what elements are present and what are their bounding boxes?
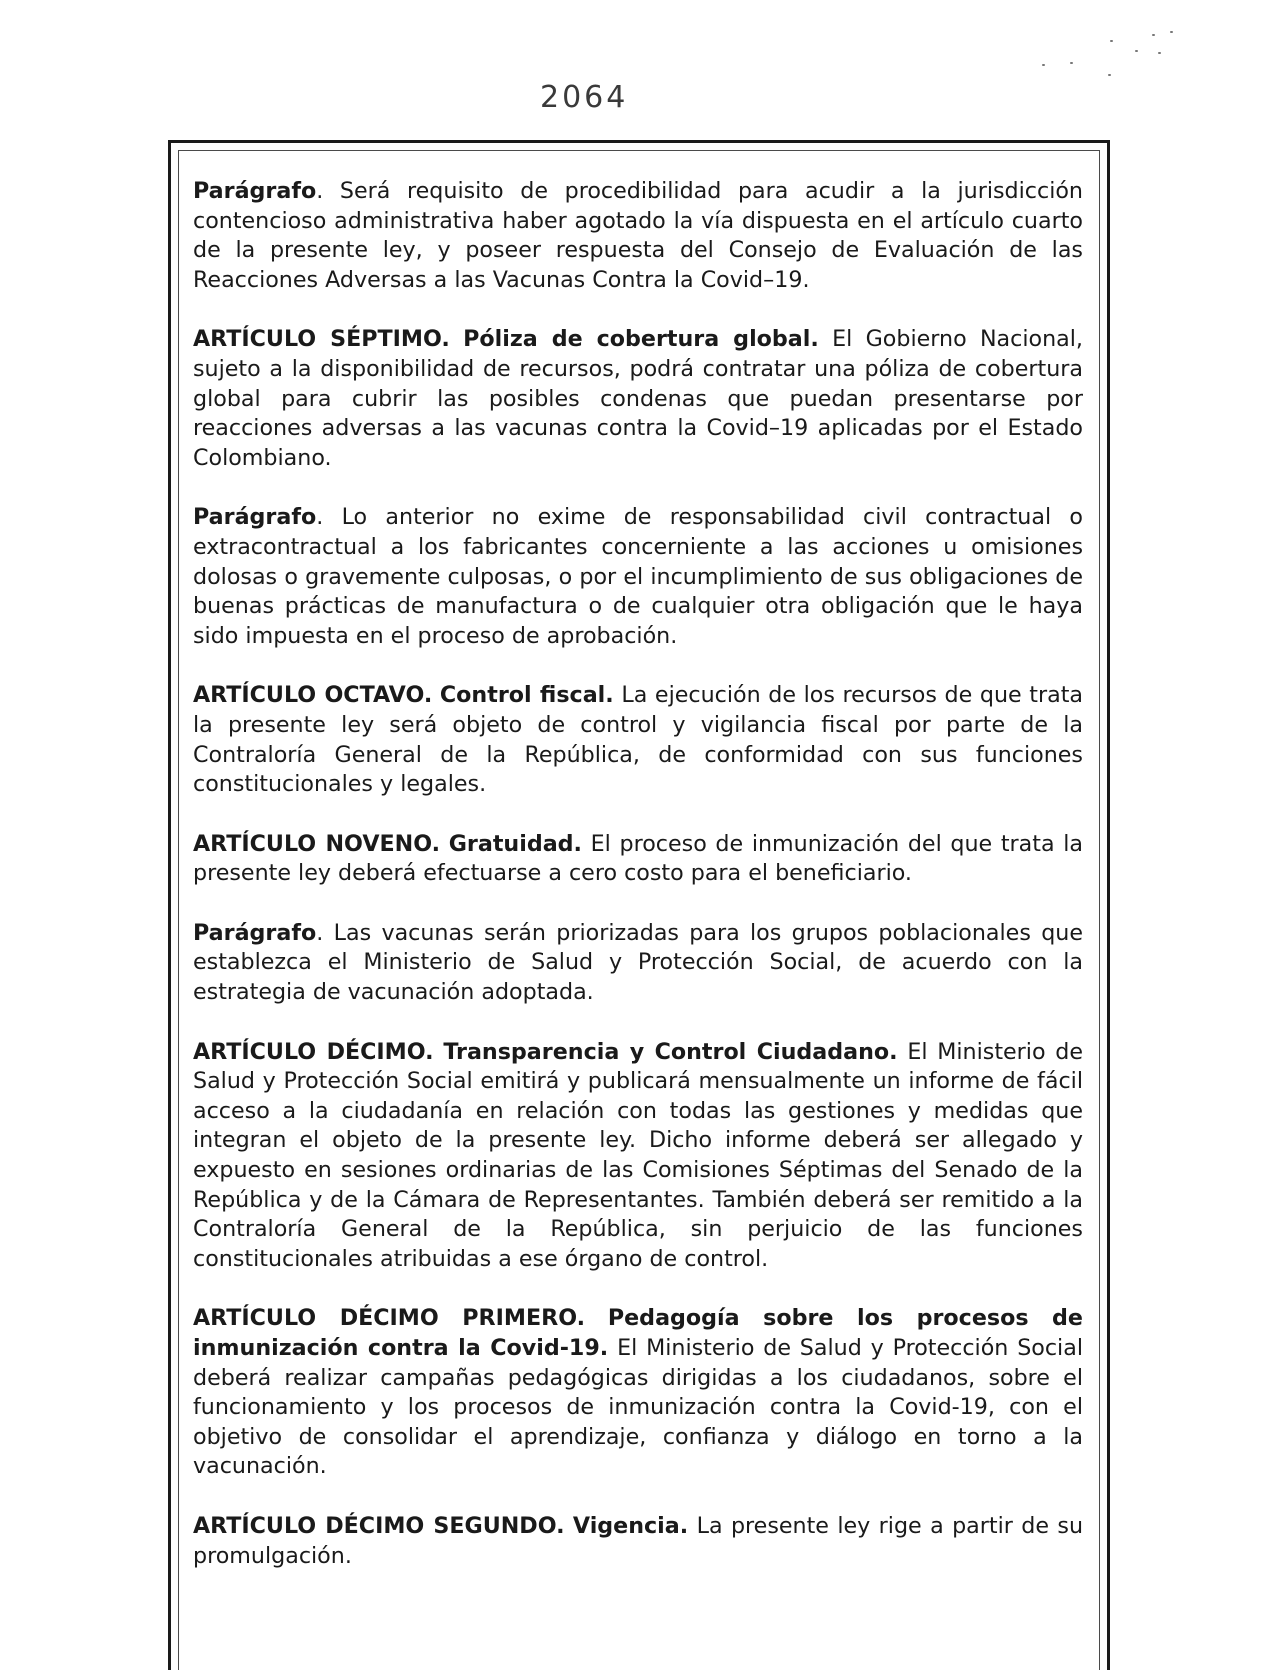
- paragraph-paragrafo-1: [193, 177, 1083, 295]
- article-heading: ARTÍCULO NOVENO.: [193, 830, 441, 857]
- paragraph-articulo-decimo: [193, 1038, 1083, 1275]
- article-heading: ARTÍCULO SÉPTIMO.: [193, 326, 450, 353]
- paragraph-articulo-septimo: [193, 325, 1083, 473]
- paragraph-heading: Parágrafo: [193, 919, 317, 946]
- article-title: Pedagogía sobre los procesos de inmunización contra la Covid-19.: [193, 1305, 1083, 1361]
- paragraph-text: El proceso de inmunización del que trata la presente ley deberá efectuarse a cero costo para el beneficiario.: [193, 830, 1083, 887]
- paragraph-text: El Ministerio de Salud y Protección Social deberá realizar campañas pedagógicas dirigidas a los ciudadanos, sobre el funcionamiento y los procesos de inmunización contra la Covid-19, con el objetivo de consolidar el aprendizaje, confianza y diálogo en torno a la vacunación.: [193, 1335, 1083, 1480]
- paragraph-text: La ejecución de los recursos de que trata la presente ley será objeto de control y vigilancia fiscal por parte de la Contraloría General de la República, de conformidad con sus funciones constitucionales y legales.: [193, 682, 1083, 798]
- article-heading: ARTÍCULO DÉCIMO.: [193, 1038, 434, 1065]
- article-heading: ARTÍCULO DÉCIMO PRIMERO.: [193, 1305, 585, 1332]
- paragraph-text: El Ministerio de Salud y Protección Social emitirá y publicará mensualmente un informe de fácil acceso a la ciudadanía en relación con todas las gestiones y medidas que integran el objeto de la presente ley. Dicho informe deberá ser allegado y expuesto en sesiones ordinarias de las Comisiones Séptimas del Senado de la República y de la Cámara de Representantes. También deberá ser remitido a la Contraloría General de la República, sin perjuicio de las funciones constitucionales atribuidas a ese órgano de control.: [193, 1038, 1084, 1272]
- paragraph-articulo-octavo: [193, 681, 1083, 799]
- paragraph-heading: Parágrafo: [193, 504, 317, 531]
- paragraph-articulo-decimo-segundo: [193, 1512, 1083, 1571]
- page-number: 2064: [540, 80, 629, 115]
- article-heading: ARTÍCULO OCTAVO.: [193, 682, 433, 709]
- paragraph-text: El Gobierno Nacional, sujeto a la disponibilidad de recursos, podrá contratar una póliza de cobertura global para cubrir las posibles condenas que puedan presentarse por reacciones adversas a las vacunas contra la Covid–19 aplicadas por el Estado Colombiano.: [193, 326, 1083, 471]
- paragraph-articulo-decimo-primero: [193, 1304, 1083, 1482]
- paragraph-articulo-noveno: [193, 830, 1083, 889]
- paragraph-text: . Será requisito de procedibilidad para acudir a la jurisdicción contencioso administrativa haber agotado la vía dispuesta en el artículo cuarto de la presente ley, y poseer respuesta del Consejo de Evaluación de las Reacciones Adversas a las Vacunas Contra la Covid–19.: [193, 178, 1083, 293]
- paragraph-text: La presente ley rige a partir de su promulgación.: [193, 1512, 1084, 1569]
- article-heading: ARTÍCULO DÉCIMO SEGUNDO.: [193, 1512, 565, 1539]
- paragraph-paragrafo-2: [193, 503, 1083, 651]
- paragraph-paragrafo-3: [193, 919, 1083, 1008]
- paragraph-text: . Las vacunas serán priorizadas para los grupos poblacionales que establezca el Ministerio de Salud y Protección Social, de acuerdo con la estrategia de vacunación adoptada.: [193, 919, 1083, 1006]
- paragraph-text: . Lo anterior no exime de responsabilidad civil contractual o extracontractual a los fabricantes concerniente a las acciones u omisiones dolosas o gravemente culposas, o por el incumplimiento de sus obligaciones de buenas prácticas de manufactura o de cualquier otra obligación que le haya sido impuesta en el proceso de aprobación.: [193, 504, 1083, 649]
- article-title: Póliza de cobertura global.: [463, 326, 819, 353]
- paragraph-heading: Parágrafo: [193, 178, 317, 204]
- document-body: [193, 177, 1083, 1601]
- scan-specks: [1080, 22, 1230, 92]
- article-title: Vigencia.: [572, 1512, 689, 1539]
- article-title: Transparencia y Control Ciudadano.: [443, 1038, 898, 1065]
- article-title: Control fiscal.: [439, 682, 614, 709]
- article-title: Gratuidad.: [448, 830, 582, 857]
